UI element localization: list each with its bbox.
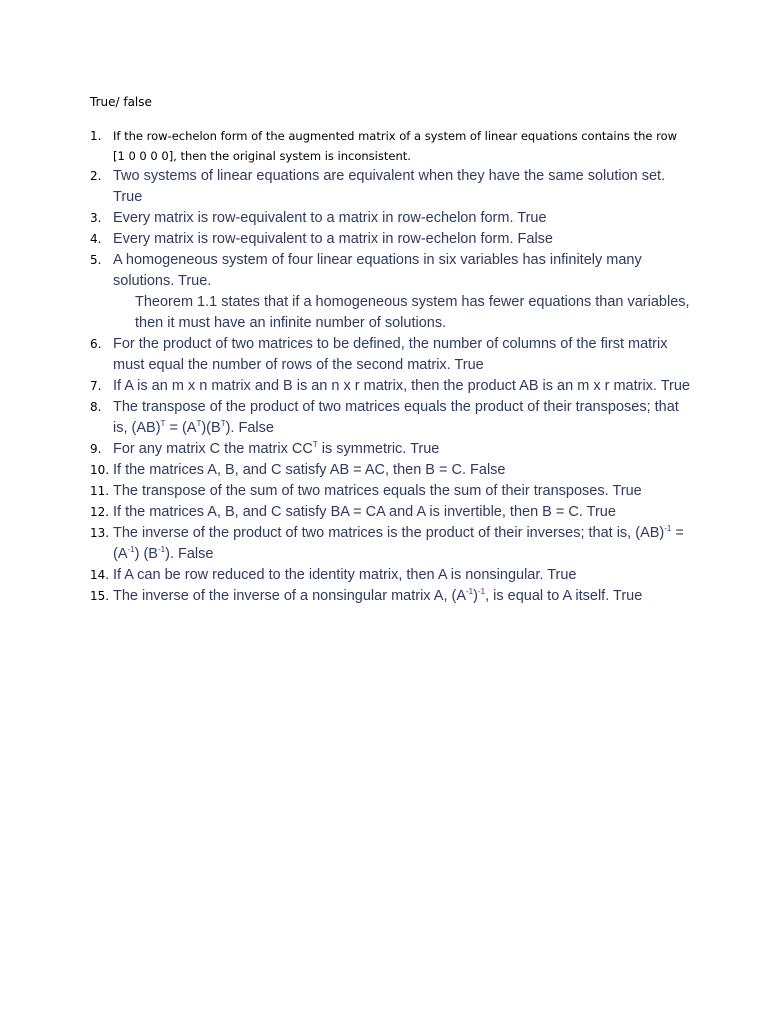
list-item <box>90 334 690 376</box>
text-run: )(B <box>201 420 221 436</box>
text-run: ). False <box>225 420 274 436</box>
superscript: T <box>312 440 318 449</box>
item-number: 1. <box>90 129 102 143</box>
document-title: True/ false <box>90 95 152 109</box>
item-text: A homogeneous system of four linear equations in six variables has infinitely many solutions. True. <box>113 252 642 289</box>
item-number: 4. <box>90 232 102 246</box>
text-run: = (A <box>165 420 197 436</box>
item-text: Every matrix is row-equivalent to a matrix in row-echelon form. True <box>113 210 547 226</box>
item-number: 13. <box>90 526 110 540</box>
list-item <box>90 397 690 439</box>
list-item <box>90 208 690 229</box>
item-number: 10. <box>90 463 110 477</box>
item-text: If A can be row reduced to the identity matrix, then A is nonsingular. True <box>113 567 577 583</box>
question-list <box>90 126 690 607</box>
item-text <box>113 439 690 460</box>
list-item <box>90 481 690 502</box>
item-text <box>113 586 690 607</box>
item-note: Theorem 1.1 states that if a homogeneous system has fewer equations than variables, then it must have an infinite number of solutions. <box>135 294 690 331</box>
superscript: T <box>220 419 226 428</box>
item-text: For the product of two matrices to be defined, the number of columns of the first matrix must equal the number of rows of the second matrix. True <box>113 336 668 373</box>
item-number: 3. <box>90 211 102 225</box>
item-number: 7. <box>90 379 102 393</box>
list-item <box>90 439 690 460</box>
item-text: If A is an m x n matrix and B is an n x r matrix, then the product AB is an m x r matrix. True <box>113 378 690 394</box>
item-number: 15. <box>90 589 110 603</box>
superscript: -1 <box>664 524 672 533</box>
item-text <box>113 523 690 565</box>
item-number: 12. <box>90 505 110 519</box>
text-run: The inverse of the product of two matrices is the product of their inverses; that is, (AB) <box>113 525 665 541</box>
item-text: If the row-echelon form of the augmented matrix of a system of linear equations contains the row [1 0 0 0 0], then the original system is inconsistent. <box>113 129 678 163</box>
item-number: 8. <box>90 400 102 414</box>
item-number: 5. <box>90 253 102 267</box>
text-run: ). False <box>165 546 214 562</box>
list-item <box>90 460 690 481</box>
superscript: T <box>196 419 202 428</box>
text-run: The inverse of the inverse of a nonsingular matrix A, (A <box>113 588 467 604</box>
list-item <box>90 586 690 607</box>
item-number: 6. <box>90 337 102 351</box>
text-run: For any matrix C the matrix CC <box>113 441 313 457</box>
list-item <box>90 126 690 166</box>
item-text: Two systems of linear equations are equivalent when they have the same solution set. True <box>113 168 666 205</box>
superscript: -1 <box>477 587 486 596</box>
item-text: Every matrix is row-equivalent to a matrix in row-echelon form. False <box>113 231 553 247</box>
text-run: ) <box>473 588 478 604</box>
item-number: 11. <box>90 484 110 498</box>
item-number: 14. <box>90 568 110 582</box>
document-page <box>90 92 690 607</box>
item-text: If the matrices A, B, and C satisfy BA = CA and A is invertible, then B = C. True <box>113 504 616 520</box>
text-run: = (A <box>113 525 684 562</box>
item-text: If the matrices A, B, and C satisfy AB = AC, then B = C. False <box>113 462 506 478</box>
item-text: The transpose of the sum of two matrices equals the sum of their transposes. True <box>113 483 642 499</box>
text-run: ) (B <box>134 546 158 562</box>
item-number: 9. <box>90 442 102 456</box>
list-item <box>90 250 690 334</box>
text-run: , is equal to A itself. True <box>485 588 643 604</box>
superscript: -1 <box>466 587 474 596</box>
list-item <box>90 565 690 586</box>
list-item <box>90 376 690 397</box>
list-item <box>90 523 690 565</box>
superscript: -1 <box>157 545 166 554</box>
text-run: The transpose of the product of two matrices equals the product of their transposes; that is, (AB) <box>113 399 679 436</box>
list-item <box>90 166 690 208</box>
item-text <box>113 397 690 439</box>
list-item <box>90 502 690 523</box>
list-item <box>90 229 690 250</box>
superscript: T <box>160 419 166 428</box>
text-run: is symmetric. True <box>317 441 440 457</box>
item-number: 2. <box>90 169 102 183</box>
superscript: -1 <box>127 545 135 554</box>
